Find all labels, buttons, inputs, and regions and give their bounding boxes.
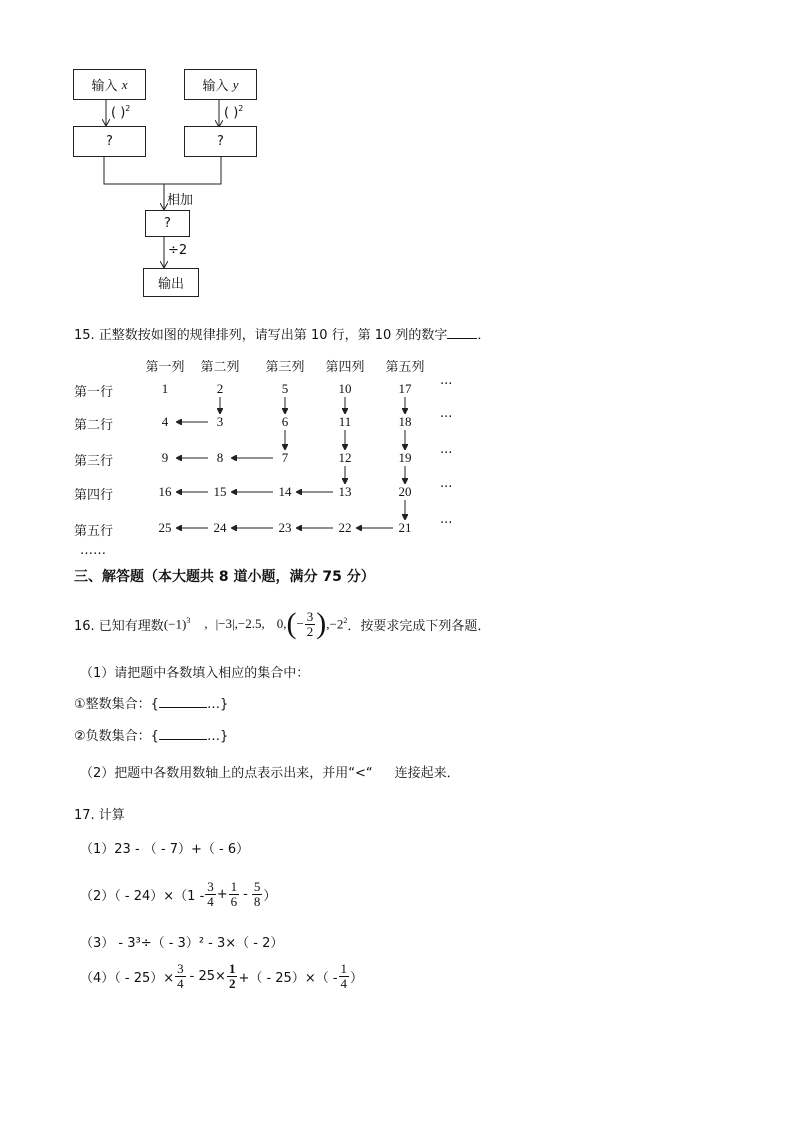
q16-lead: 16. 已知有理数 bbox=[74, 618, 164, 634]
col-header: 第三列 bbox=[265, 360, 305, 375]
grid-number: 8 bbox=[216, 450, 224, 465]
q17-part4: （4）（ - 25）× $\frac{3}{4}$ - 25× $\frac{1}{2}$ +（ - 25）×（ - $\frac{1}{4}$ ） bbox=[80, 960, 364, 991]
input-y-var: y bbox=[232, 76, 239, 92]
grid-number: 3 bbox=[216, 414, 224, 429]
grid-number: 10 bbox=[338, 381, 352, 396]
fraction-5-8: $\frac{5}{8}$ bbox=[253, 878, 261, 909]
fraction-1-6: $\frac{1}{6}$ bbox=[230, 878, 238, 909]
fraction-3-4: $\frac{3}{4}$ bbox=[177, 960, 184, 991]
grid-number: 7 bbox=[281, 450, 289, 465]
number-grid-arrows bbox=[0, 0, 794, 560]
sum-unknown-box: ? bbox=[145, 210, 190, 237]
section-3-title: 三、解答题（本大题共 8 道小题，满分 75 分） bbox=[74, 569, 375, 585]
grid-number: 17 bbox=[398, 381, 412, 396]
grid-number: 24 bbox=[213, 520, 227, 535]
grid-number: 12 bbox=[338, 450, 352, 465]
q17-part3: （3） - 3³÷（ - 3）² - 3×（ - 2） bbox=[80, 936, 284, 951]
grid-number: 23 bbox=[278, 520, 292, 535]
col-header: 第五列 bbox=[385, 360, 425, 375]
col-header: 第四列 bbox=[325, 360, 365, 375]
q16-part1: （1）请把题中各数填入相应的集合中： bbox=[80, 666, 310, 681]
grid-number: 14 bbox=[278, 484, 292, 499]
grid-number: 18 bbox=[398, 414, 412, 429]
grid-number: 19 bbox=[398, 450, 412, 465]
col-header: 第二列 bbox=[200, 360, 240, 375]
row-header: 第四行 bbox=[74, 488, 114, 503]
row-ellipsis: ··· bbox=[440, 377, 453, 392]
fraction-1-4: $\frac{1}{4}$ bbox=[340, 960, 348, 991]
q17-part1: （1）23 - （ - 7）+（ - 6） bbox=[80, 842, 250, 857]
grid-number: 9 bbox=[161, 450, 169, 465]
grid-number: 2 bbox=[216, 381, 224, 396]
row-ellipsis: ··· bbox=[440, 410, 453, 425]
q16-abs: |−3| bbox=[215, 616, 235, 631]
grid-number: 13 bbox=[338, 484, 352, 499]
square-op-right: ( )$^2$ bbox=[224, 104, 244, 121]
row-ellipsis: ··· bbox=[440, 446, 453, 461]
fraction-3-4: $\frac{3}{4}$ bbox=[207, 878, 214, 909]
grid-number: 22 bbox=[338, 520, 352, 535]
row-ellipsis: ··· bbox=[440, 516, 453, 531]
q15-text: 15. 正整数按如图的规律排列，请写出第 10 行，第 10 列的数字 ． bbox=[74, 328, 491, 343]
output-box: 输出 bbox=[143, 268, 199, 297]
unknown-box-left: ? bbox=[73, 126, 146, 157]
set-negatives-blank[interactable] bbox=[159, 727, 207, 740]
grid-number: 1 bbox=[161, 381, 169, 396]
input-x-var: x bbox=[121, 76, 128, 92]
add-label: 相加 bbox=[167, 193, 194, 208]
row-header: 第二行 bbox=[74, 418, 114, 433]
grid-number: 4 bbox=[161, 414, 169, 429]
grid-number: 5 bbox=[281, 381, 289, 396]
grid-number: 6 bbox=[281, 414, 289, 429]
grid-number: 20 bbox=[398, 484, 412, 499]
row-header: 第一行 bbox=[74, 385, 114, 400]
divide-label: ÷2 bbox=[168, 243, 188, 258]
q16-set-integers: ①整数集合：{ …} bbox=[74, 697, 229, 712]
grid-number: 11 bbox=[338, 414, 352, 429]
unknown-box-right: ? bbox=[184, 126, 257, 157]
grid-number: 16 bbox=[158, 484, 172, 499]
row-header: 第五行 bbox=[74, 524, 114, 539]
input-x-prefix: 输入 bbox=[91, 79, 118, 94]
row-header: 第三行 bbox=[74, 454, 114, 469]
fraction-1-2: $\frac{1}{2}$ bbox=[228, 960, 236, 991]
more-rows-ellipsis: …… bbox=[80, 543, 106, 558]
grid-number: 15 bbox=[213, 484, 227, 499]
q16-part2: （2）把题中各数用数轴上的点表示出来，并用“<“ 连接起来． bbox=[80, 766, 460, 781]
q17-part2: （2）（ - 24）×（1 - $\frac{3}{4}$ + $\frac{1}{6}$ - $\frac{5}{8}$ ） bbox=[80, 878, 277, 909]
q17-title: 17. 计算 bbox=[74, 808, 125, 823]
square-op-left: ( )$^2$ bbox=[111, 104, 131, 121]
col-header: 第一列 bbox=[145, 360, 185, 375]
grid-number: 25 bbox=[158, 520, 172, 535]
set-integers-blank[interactable] bbox=[159, 695, 207, 708]
row-ellipsis: ··· bbox=[440, 480, 453, 495]
input-y-prefix: 输入 bbox=[202, 79, 229, 94]
q16-set-negatives: ②负数集合：{ …} bbox=[74, 729, 229, 744]
q16-fraction: $\frac{3}{2}$ bbox=[306, 608, 314, 639]
q16-statement: 16. 已知有理数 $(-1)^3$ , |−3| ,−2.5, 0, ( − $\frac{3}{2}$ ) $,-2^2$ ．按要求完成下列各题． bbox=[74, 607, 491, 640]
grid-number: 21 bbox=[398, 520, 412, 535]
